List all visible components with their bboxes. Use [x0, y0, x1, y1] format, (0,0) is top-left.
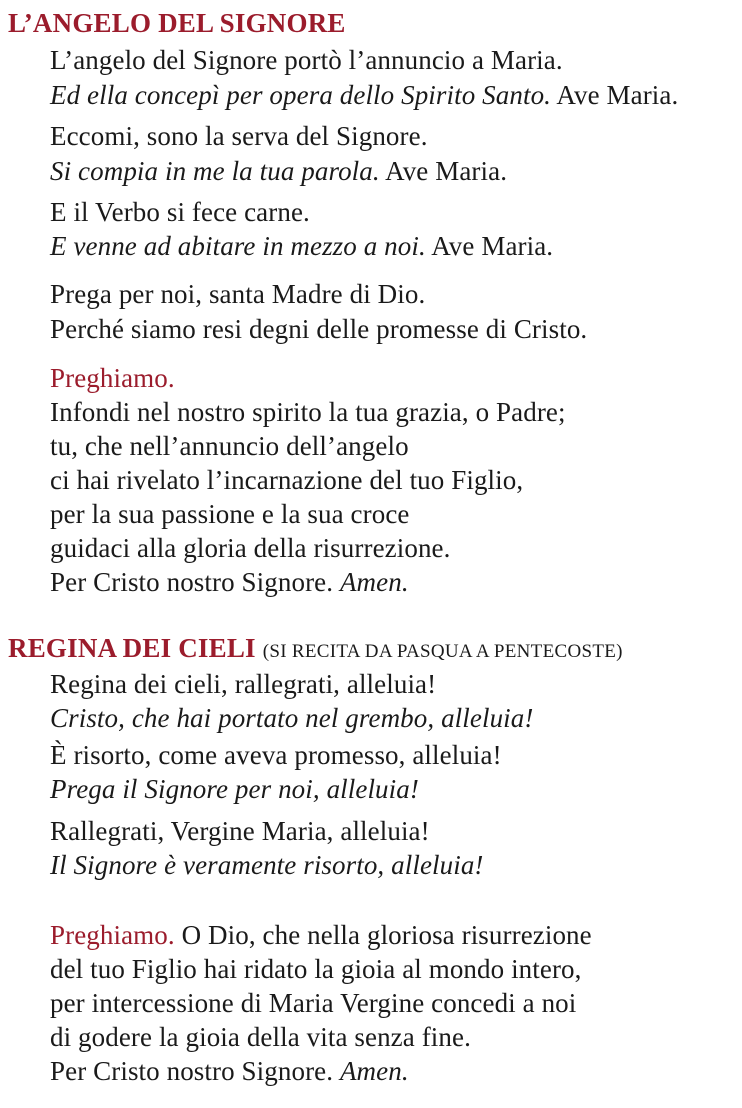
pray-label: Preghiamo. — [50, 920, 175, 950]
verse-line: E il Verbo si fece carne. — [50, 197, 310, 227]
verse-tail: Ave Maria. — [551, 80, 679, 110]
prayer-line — [50, 919, 592, 951]
verse-response: Il Signore è veramente risorto, alleluia! — [50, 850, 484, 880]
prayer-line: Infondi nel nostro spirito la tua grazia, o Padre; — [50, 397, 566, 427]
amen: Amen. — [339, 1056, 409, 1086]
prayer-line: guidaci alla gloria della risurrezione. — [50, 533, 451, 563]
prayer-line: ci hai rivelato l’incarnazione del tuo Figlio, — [50, 465, 524, 495]
prayer-line: di godere la gioia della vita senza fine. — [50, 1022, 471, 1052]
prayer-closing: Per Cristo nostro Signore. — [50, 567, 340, 597]
prayer-line — [50, 566, 409, 598]
prayer-line: tu, che nell’annuncio dell’angelo — [50, 431, 409, 461]
prayer-closing: Per Cristo nostro Signore. — [50, 1056, 340, 1086]
verse-line: Regina dei cieli, rallegrati, alleluia! — [50, 669, 437, 699]
verse-line: Prega per noi, santa Madre di Dio. — [50, 279, 426, 309]
section-title-angelus: L’ANGELO DEL SIGNORE — [8, 8, 346, 38]
verse-response: Ed ella concepì per opera dello Spirito Santo. — [50, 80, 552, 110]
prayer-line: per intercessione di Maria Vergine concedi a noi — [50, 988, 577, 1018]
verse-line — [50, 230, 553, 262]
verse-line: Rallegrati, Vergine Maria, alleluia! — [50, 816, 430, 846]
prayer-line: del tuo Figlio hai ridato la gioia al mondo intero, — [50, 954, 582, 984]
verse-line: Eccomi, sono la serva del Signore. — [50, 121, 428, 151]
section-title-text: REGINA DEI CIELI — [8, 633, 256, 663]
section-note: (SI RECITA DA PASQUA A PENTECOSTE) — [262, 641, 623, 662]
prayer-line — [50, 1055, 409, 1087]
verse-tail: Ave Maria. — [425, 231, 554, 261]
verse-line: È risorto, come aveva promesso, alleluia! — [50, 740, 502, 770]
verse-line: L’angelo del Signore portò l’annuncio a Maria. — [50, 45, 563, 75]
section-title-regina — [8, 633, 623, 664]
verse-tail: Ave Maria. — [379, 156, 508, 186]
verse-line: Perché siamo resi degni delle promesse di Cristo. — [50, 314, 588, 344]
verse-line — [50, 155, 507, 187]
pray-label: Preghiamo. — [50, 363, 175, 393]
verse-response: Si compia in me la tua parola. — [50, 156, 380, 186]
verse-line — [50, 79, 678, 111]
verse-response: E venne ad abitare in mezzo a noi. — [50, 231, 426, 261]
verse-response: Prega il Signore per noi, alleluia! — [50, 774, 419, 804]
prayer-line: per la sua passione e la sua croce — [50, 499, 410, 529]
verse-response: Cristo, che hai portato nel grembo, alleluia! — [50, 703, 534, 733]
prayer-text: O Dio, che nella gloriosa risurrezione — [174, 920, 592, 950]
amen: Amen. — [339, 567, 409, 597]
